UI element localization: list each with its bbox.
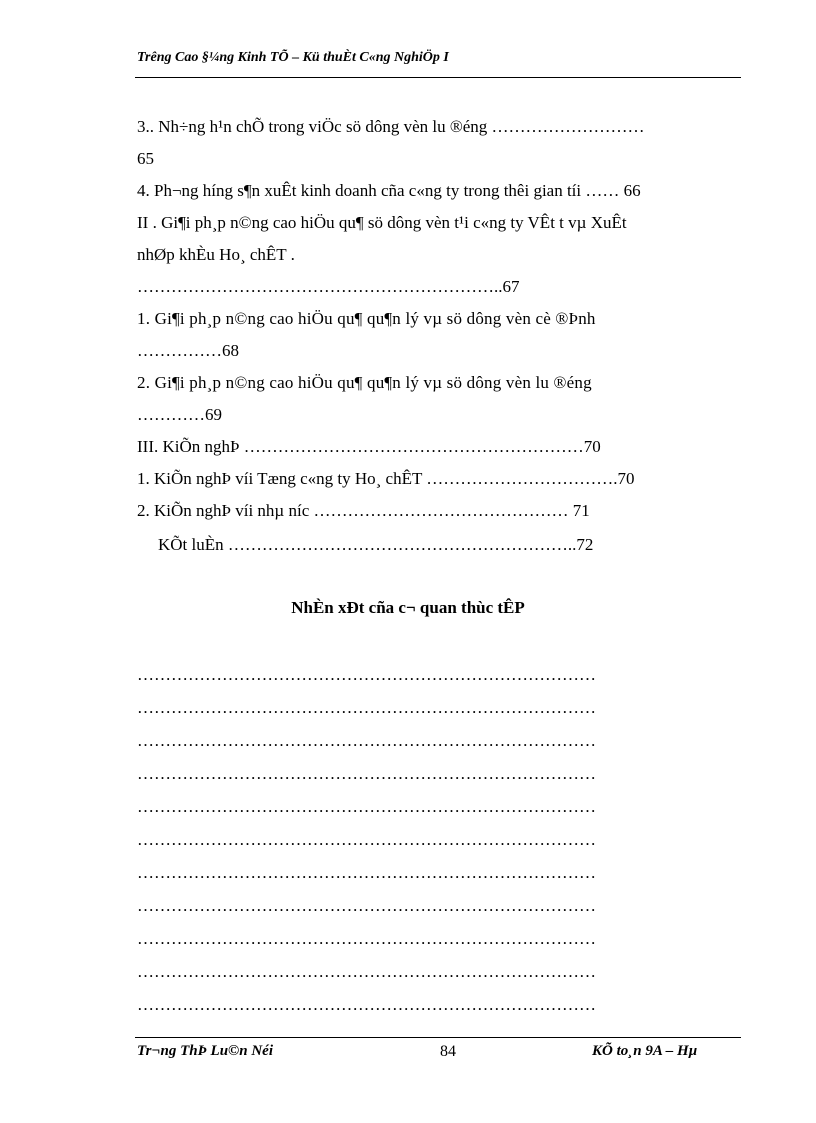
toc-page-68: ……………68	[137, 341, 239, 360]
toc-line-3-limitations: 3.. Nh÷ng h¹n chÕ trong viÖc sö dông vèn lu ®éng ………………………	[137, 117, 645, 136]
comment-line: ………………………………………………………………………	[137, 665, 596, 684]
comment-line: ………………………………………………………………………	[137, 797, 596, 816]
toc-line-1-fixed-capital: 1. Gi¶i ph¸p n©ng cao hiÖu qu¶ qu¶n lý vµ sö dông vèn cè ®Þnh	[137, 309, 596, 328]
comment-line: ………………………………………………………………………	[137, 830, 596, 849]
toc-page-67: ………………………………………………………..67	[137, 277, 520, 296]
toc-section-2-continued: nhØp khÈu Ho¸ chÊT .	[137, 245, 295, 264]
comment-line: ………………………………………………………………………	[137, 962, 596, 981]
toc-section-3-recommendations: III. KiÕn nghÞ ……………………………………………………70	[137, 437, 601, 456]
comment-line: ………………………………………………………………………	[137, 698, 596, 717]
comment-line: ………………………………………………………………………	[137, 731, 596, 750]
toc-page-65: 65	[137, 149, 154, 168]
toc-line-1-corporation: 1. KiÕn nghÞ víi Tæng c«ng ty Ho¸ chÊT …………………………….70	[137, 469, 635, 488]
header-rule	[135, 77, 741, 78]
comment-line: ………………………………………………………………………	[137, 896, 596, 915]
page-number: 84	[440, 1043, 456, 1060]
toc-section-2-solutions: II . Gi¶i ph¸p n©ng cao hiÖu qu¶ sö dông vèn t¹i c«ng ty VÊt t vµ XuÊt	[137, 213, 627, 232]
footer-rule	[135, 1037, 741, 1038]
footer-class: KÕ to¸n 9A – Hµ	[592, 1043, 698, 1059]
comment-line: ………………………………………………………………………	[137, 764, 596, 783]
toc-line-4-direction: 4. Ph¬ng híng s¶n xuÊt kinh doanh cña c«ng ty trong thêi gian tíi …… 66	[137, 181, 641, 200]
running-header: Trêng Cao §¼ng Kinh TÕ – Kü thuÈt C«ng NghiÖp I	[137, 50, 449, 65]
toc-line-2-working-capital: 2. Gi¶i ph¸p n©ng cao hiÖu qu¶ qu¶n lý vµ sö dông vèn lu ®éng	[137, 373, 592, 392]
comment-line: ………………………………………………………………………	[137, 995, 596, 1014]
comment-line: ………………………………………………………………………	[137, 863, 596, 882]
comment-line: ………………………………………………………………………	[137, 929, 596, 948]
section-title: NhÈn xÐt cña c¬ quan thùc tÊP	[291, 598, 525, 617]
footer-author: Tr¬ng ThÞ Lu©n Néi	[137, 1043, 274, 1059]
toc-conclusion: KÕt luÈn ……………………………………………………..72	[158, 535, 594, 554]
toc-page-69: …………69	[137, 405, 222, 424]
toc-line-2-state: 2. KiÕn nghÞ víi nhµ níc ……………………………………… 71	[137, 501, 590, 520]
